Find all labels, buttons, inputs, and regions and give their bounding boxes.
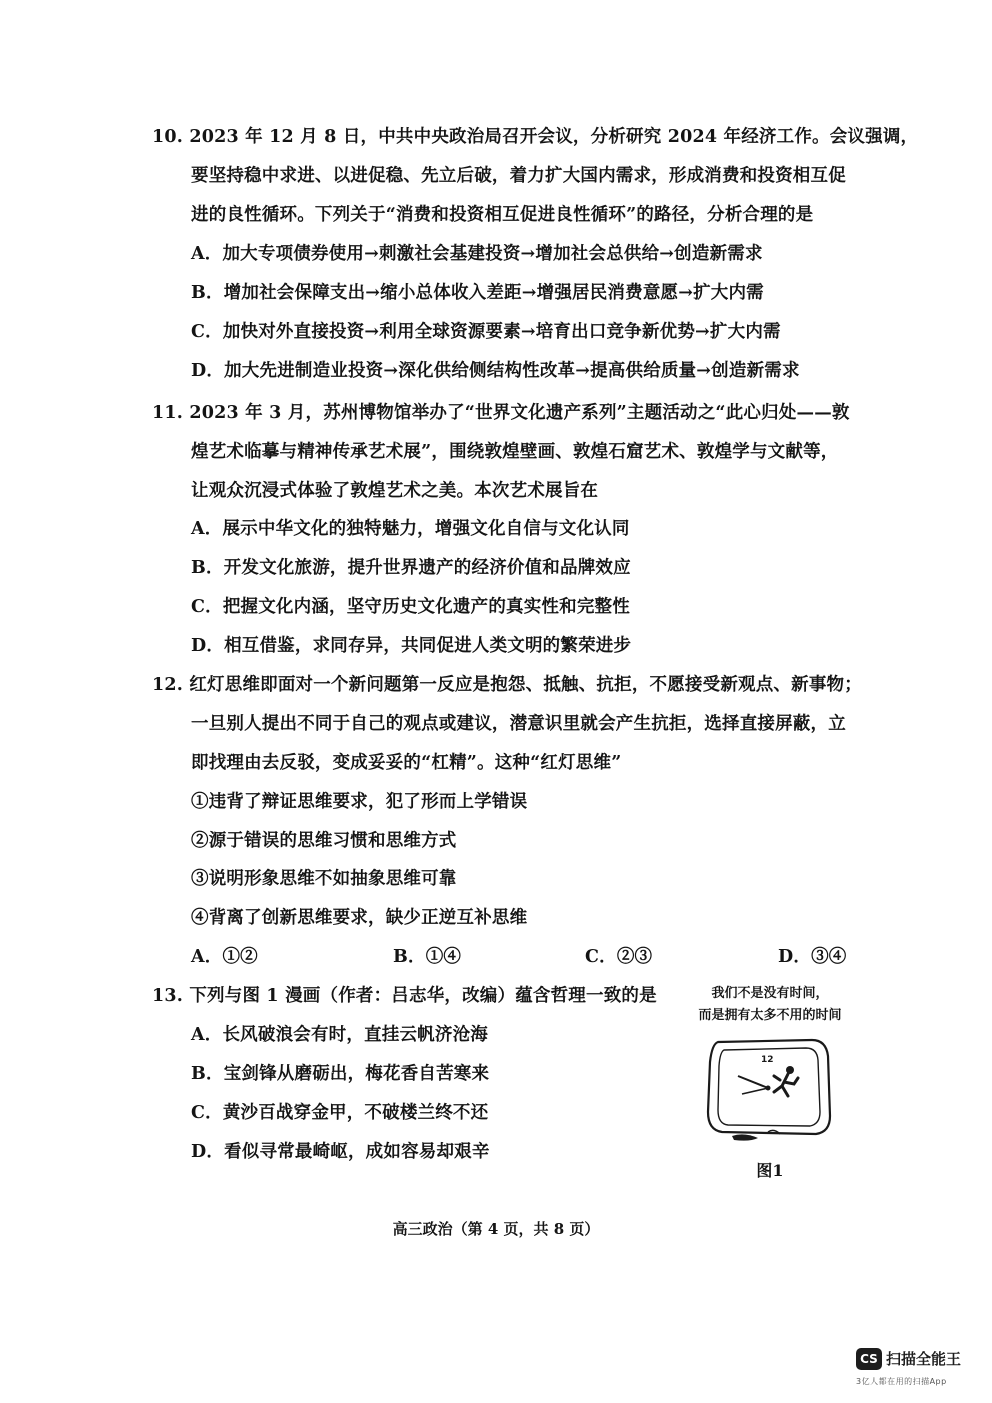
question-10-option-a: A．加大专项债券使用→刺激社会基建投资→增加社会总供给→创造新需求 [191,244,763,264]
cartoon-caption-line-1: 我们不是没有时间， [711,986,829,1001]
question-12-statement-2: ②源于错误的思维习惯和思维方式 [191,831,457,851]
question-10-option-b: B．增加社会保障支出→缩小总体收入差距→增强居民消费意愿→扩大内需 [191,283,764,303]
figure-1-cartoon [680,982,860,1182]
question-12-choice-a: A．①② [191,947,258,967]
figure-1-label: 图1 [756,1161,784,1180]
question-12-statement-3: ③说明形象思维不如抽象思维可靠 [191,869,457,889]
scanner-watermark [856,1348,981,1392]
running-figure-icon [774,1066,798,1096]
question-11-option-c: C．把握文化内涵，坚守历史文化遗产的真实性和完整性 [191,597,630,617]
question-12-stem-line-1: 12. 红灯思维即面对一个新问题第一反应是抱怨、抵触、抗拒，不愿接受新观点、新事物； [152,675,862,695]
question-10-option-c: C．加快对外直接投资→利用全球资源要素→培育出口竞争新优势→扩大内需 [191,322,781,342]
question-11-stem-line-3: 让观众沉浸式体验了敦煌艺术之美。本次艺术展旨在 [191,481,599,501]
question-12-choice-c: C．②③ [585,947,653,967]
question-13-stem: 13. 下列与图 1 漫画（作者：吕志华，改编）蕴含哲理一致的是 [152,986,657,1006]
watermark-app-name: 扫描全能王 [886,1350,962,1368]
cartoon-caption-line-2: 而是拥有太多不用的时间 [698,1008,842,1023]
question-11-option-d: D．相互借鉴，求同存异，共同促进人类文明的繁荣进步 [191,636,632,656]
question-12-stem-line-2: 一旦别人提出不同于自己的观点或建议，潜意识里就会产生抗拒，选择直接屏蔽，立 [191,714,846,734]
question-13-option-b: B．宝剑锋从磨砺出，梅花香自苦寒来 [191,1064,490,1084]
question-11-option-b: B．开发文化旅游，提升世界遗产的经济价值和品牌效应 [191,558,631,578]
question-12-choice-b: B．①④ [393,947,462,967]
clock-illustration [704,1032,834,1142]
question-13-option-c: C．黄沙百战穿金甲，不破楼兰终不还 [191,1103,489,1123]
camscanner-logo-icon: CS [856,1348,882,1370]
question-11-stem-line-1: 11. 2023 年 3 月，苏州博物馆举办了“世界文化遗产系列”主题活动之“此心归处——敦 [152,403,850,423]
clock-number-label: 12 [761,1055,774,1065]
question-13-option-d: D．看似寻常最崎岖，成如容易却艰辛 [191,1142,490,1162]
question-11-option-a: A．展示中华文化的独特魅力，增强文化自信与文化认同 [191,519,630,539]
watermark-slogan: 3亿人都在用的扫描App [856,1377,947,1386]
question-10-option-d: D．加大先进制造业投资→深化供给侧结构性改革→提高供给质量→创造新需求 [191,361,800,381]
question-11-stem-line-2: 煌艺术临摹与精神传承艺术展”，围绕敦煌壁画、敦煌石窟艺术、敦煌学与文献等， [191,442,839,462]
question-10-stem-line-3: 进的良性循环。下列关于“消费和投资相互促进良性循环”的路径，分析合理的是 [191,205,814,225]
question-10-stem-line-1: 10. 2023 年 12 月 8 日，中共中央政治局召开会议，分析研究 2024 年经济工作。会议强调， [152,127,919,147]
question-12-choice-d: D．③④ [778,947,847,967]
page-footer: 高三政治（第 4 页，共 8 页） [392,1220,600,1238]
question-12-statement-4: ④背离了创新思维要求，缺少正逆互补思维 [191,908,528,928]
question-12-statement-1: ①违背了辩证思维要求，犯了形而上学错误 [191,792,528,812]
question-12-stem-line-3: 即找理由去反驳，变成妥妥的“杠精”。这种“红灯思维” [191,753,622,773]
question-13-option-a: A．长风破浪会有时，直挂云帆济沧海 [191,1025,488,1045]
question-10-stem-line-2: 要坚持稳中求进、以进促稳、先立后破，着力扩大国内需求，形成消费和投资相互促 [191,166,846,186]
